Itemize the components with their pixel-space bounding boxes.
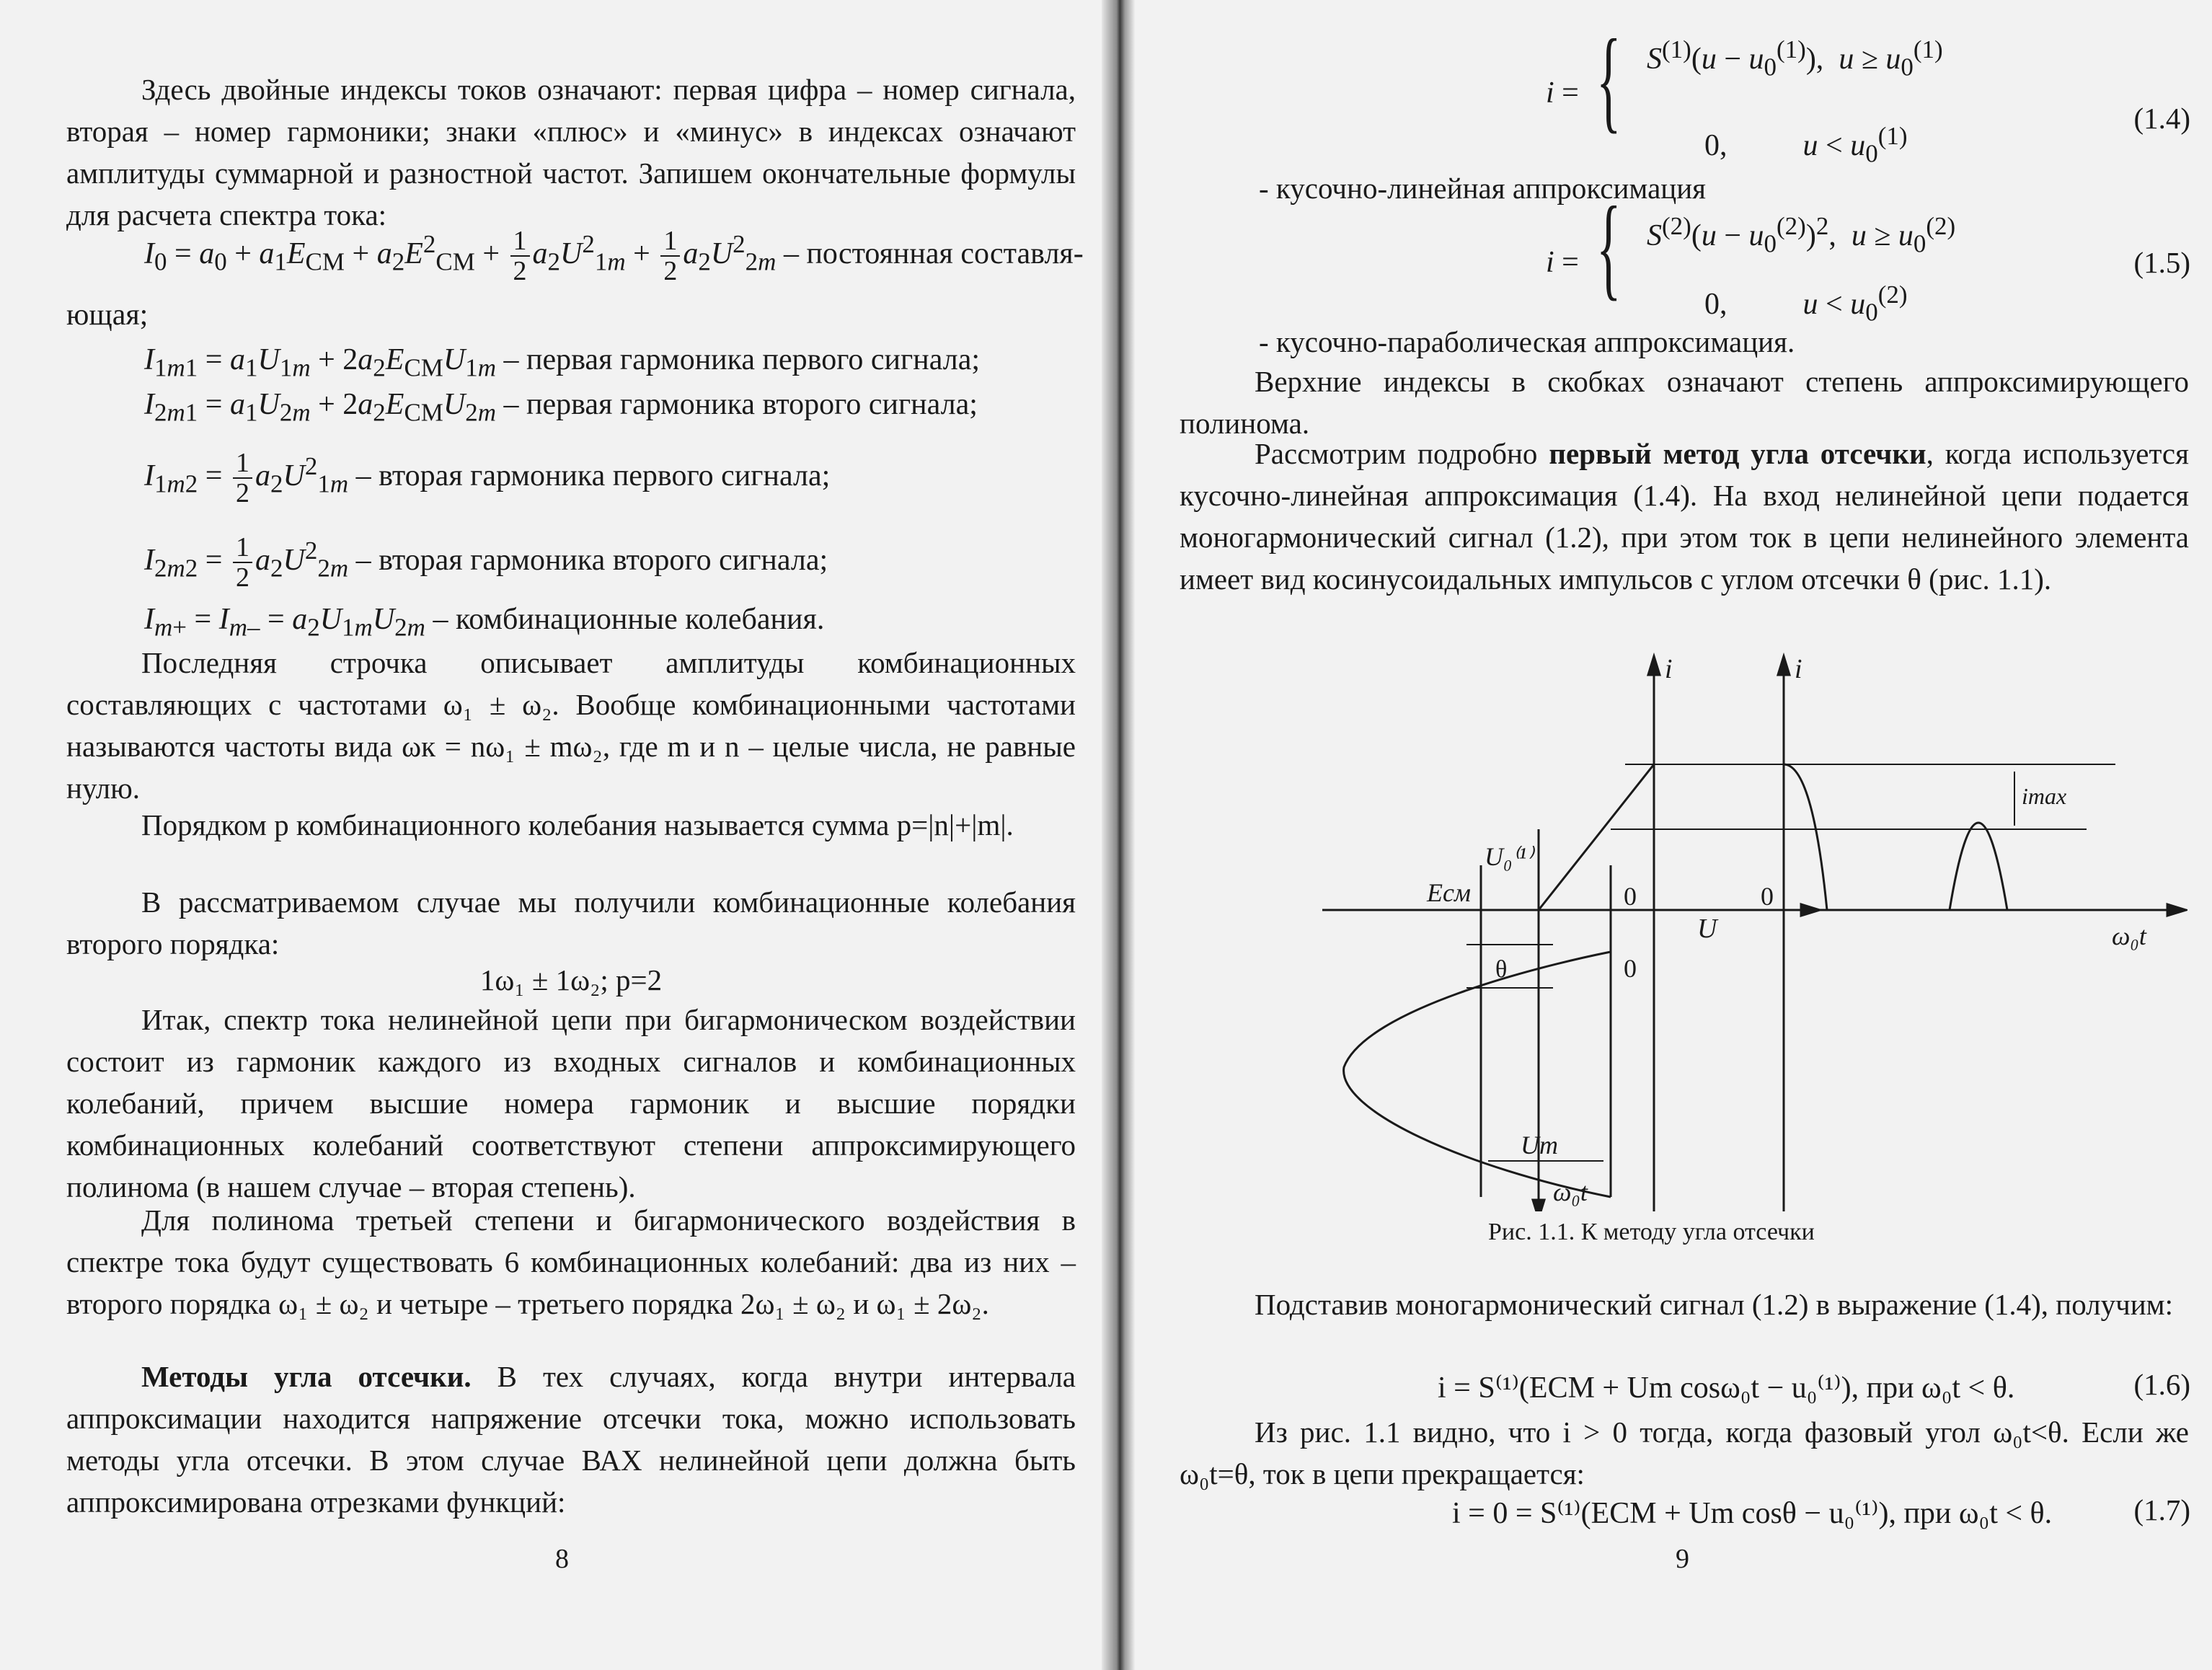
- formula-Imc-desc: – комбинационные колебания.: [433, 603, 825, 636]
- section-heading-cutoff-methods: Методы угла отсечки.: [141, 1360, 472, 1393]
- left-para-6: Для полинома третьей степени и бигармонического воздействия в спектре тока будут существовать 6 комбинационных колебаний: два из них – второго порядка ω₁ ± ω₂ и четыре – третьего порядка 2ω₁ ± ω₂ и ω₁ ± 2ω₂.: [66, 1203, 1076, 1320]
- fig-label-U0: U₀⁽¹⁾: [1485, 842, 1533, 871]
- left-para-7-text: В тех случаях, когда внутри интервала аппроксимации находится напряжение отсечки тока, можно использовать методы угла отсечки. В этом случае ВАХ нелинейной цепи должна быть аппроксимирована отрезками функций:: [66, 1360, 1076, 1519]
- formula-I1m1: $I_{1m1} = a_1U_{1m} + 2a_2E_{СМ}U_{1m}$ – первая гармоника первого сигнала;: [144, 343, 981, 382]
- eq17-number: (1.7): [2133, 1493, 2190, 1527]
- book-gutter: [1102, 0, 1135, 1670]
- right-para-2-bold: первый метод угла отсечки: [1549, 437, 1926, 470]
- eq14-case1: $S^{(1)}(u - u_0^{(1)})$, $u \ge u_0^{(1)}$: [1647, 35, 1943, 81]
- eq15-brace: {: [1596, 182, 1622, 311]
- page-number-right: 9: [1676, 1544, 1689, 1574]
- formula-order: 1ω₁ ± 1ω₂; p=2: [479, 963, 663, 997]
- formula-I1m1-desc: – первая гармоника первого сигнала;: [503, 343, 981, 376]
- formula-I0-desc: – постоянная составля-: [783, 237, 1084, 270]
- fig-label-zero-3: 0: [1624, 954, 1637, 983]
- fig-label-imax: imax: [2022, 783, 2067, 809]
- figure-caption: Рис. 1.1. К методу угла отсечки: [1488, 1219, 1815, 1245]
- left-page: [0, 0, 1102, 1670]
- left-para-3: Порядком p комбинационного колебания называется сумма p=|n|+|m|.: [141, 808, 1014, 841]
- formula-I2m2: $I_{2m2}$ = $\frac{1}{2}$ $a_2U^2_{2m}$ – вторая гармоника второго сигнала;: [144, 532, 828, 593]
- formula-I0: $I_0 = a_0 + a_1E_{СМ} + a_2E^2_{СМ}$ + $\frac{1}{2}$ $a_2U^2_{1m}$ + $\frac{1}{2}$ $a_2U^2_{2m}$ – постоянная составля-: [144, 226, 1084, 287]
- right-para-2-b: , когда используется кусочно-линейная аппроксимация (1.4). На вход нелинейной цепи подается моногармонический сигнал (1.2), при этом ток в цепи нелинейного элемента имеет вид косинусоидальных импульсов с углом отсечки θ (рис. 1.1).: [1180, 437, 2189, 596]
- right-para-4: Из рис. 1.1 видно, что i > 0 тогда, когда фазовый угол ω₀t<θ. Если же ω₀t=θ, ток в цепи прекращается:: [1180, 1415, 2189, 1490]
- eq15-number: (1.5): [2133, 246, 2190, 279]
- right-para-3: Подставив моногармонический сигнал (1.2) в выражение (1.4), получим:: [1255, 1288, 2174, 1321]
- eq15-lhs: i =: [1546, 246, 1579, 279]
- fig-label-theta: θ: [1495, 956, 1508, 983]
- fig-label-w0t-bottom: ω₀t: [1553, 1178, 1588, 1206]
- eq14-case2: 0, $u < u_0^{(1)}$: [1704, 122, 1908, 168]
- fig-label-Um: Um: [1521, 1131, 1558, 1159]
- eq14-number: (1.4): [2133, 102, 2190, 135]
- formula-Imc: $I_{m+} = I_{m-} = a_2U_{1m}U_{2m}$ – комбинационные колебания.: [144, 603, 825, 642]
- fig-label-zero-2: 0: [1761, 882, 1774, 911]
- fig-label-i-left: i: [1665, 654, 1673, 684]
- eq14-lhs: i =: [1546, 76, 1579, 110]
- vac-linear-segment: [1539, 764, 1654, 910]
- formula-I1m2-desc: – вторая гармоника первого сигнала;: [355, 459, 831, 492]
- right-para-2-a: Рассмотрим подробно: [1255, 437, 1549, 470]
- fig-label-i-right: i: [1795, 654, 1802, 684]
- eq14-description: - кусочно-линейная аппроксимация: [1259, 172, 1707, 205]
- left-para-4: В рассматриваемом случае мы получили комбинационные колебания второго порядка:: [66, 885, 1076, 960]
- axis-i-left-arrow: [1648, 656, 1660, 675]
- left-para-5: Итак, спектр тока нелинейной цепи при бигармоническом воздействии состоит из гармоник каждого из входных сигналов и комбинационных колебаний, причем высшие номера гармоник и высшие порядки комбинационных колебаний соответствуют степени аппроксимирующего полинома (в нашем случае – вторая степень).: [66, 1003, 1076, 1203]
- right-page: [1135, 0, 2212, 1670]
- eq17-body: i = 0 = S⁽¹⁾(ECM + Um cosθ − u₀⁽¹⁾), при ω₀t < θ.: [1452, 1497, 2053, 1530]
- right-para-1: Верхние индексы в скобках означают степень аппроксимирующего полинома.: [1180, 365, 2189, 440]
- formula-I2m1: $I_{2m1} = a_1U_{2m} + 2a_2E_{СМ}U_{2m}$ – первая гармоника второго сигнала;: [144, 388, 978, 427]
- axis-w0t-right-arrow: [2167, 904, 2186, 916]
- formula-I0-cont: ющая;: [66, 299, 149, 332]
- formula-I2m2-desc: – вторая гармоника второго сигнала;: [355, 544, 828, 577]
- eq16-body: i = S⁽¹⁾(EСМ + Um cosω₀t − u₀⁽¹⁾), при ω₀t < θ.: [1438, 1371, 2015, 1405]
- left-para-1: Здесь двойные индексы токов означают: первая цифра – номер сигнала, вторая – номер гармоники; знаки «плюс» и «минус» в индексах означают амплитуды суммарной и разностной частот. Запишем окончательные формулы для расчета спектра тока:: [66, 73, 1076, 231]
- fig-label-w0t-right: ω₀t: [2112, 922, 2146, 950]
- fig-label-U: U: [1697, 914, 1717, 944]
- axis-i-right-arrow: [1778, 656, 1789, 675]
- figure-cutoff-angle: [1322, 649, 2187, 1211]
- fig-label-Ecm: Eсм: [1427, 878, 1471, 907]
- formula-I2m1-desc: – первая гармоника второго сигнала;: [503, 388, 978, 421]
- left-para-7: [66, 1356, 1076, 1523]
- eq14-brace: {: [1596, 15, 1622, 143]
- current-pulse-1: [1784, 764, 1827, 910]
- formula-I1m2: $I_{1m2}$ = $\frac{1}{2}$ $a_2U^2_{1m}$ – вторая гармоника первого сигнала;: [144, 448, 831, 509]
- fig-label-zero-1: 0: [1624, 882, 1637, 911]
- page-number-left: 8: [555, 1544, 569, 1574]
- left-para-2: Последняя строчка описывает амплитуды комбинационных составляющих с частотами ω₁ ± ω₂. Вообще комбинационными частотами называются частоты вида ωк = nω₁ ± mω₂, где m и n – целые числа, не равные нулю.: [66, 646, 1076, 805]
- eq15-description: - кусочно-параболическая аппроксимация.: [1259, 325, 1795, 358]
- current-pulse-2: [1950, 823, 2007, 910]
- eq15-case2: 0, $u < u_0^{(2)}$: [1704, 280, 1908, 327]
- eq15-case1: $S^{(2)}(u - u_0^{(2)})^2$, $u \ge u_0^{(2)}$: [1647, 212, 1956, 258]
- axis-w0t-bottom-arrow: [1533, 1200, 1544, 1211]
- eq16-number: (1.6): [2133, 1368, 2190, 1401]
- right-para-2: [1180, 433, 2189, 600]
